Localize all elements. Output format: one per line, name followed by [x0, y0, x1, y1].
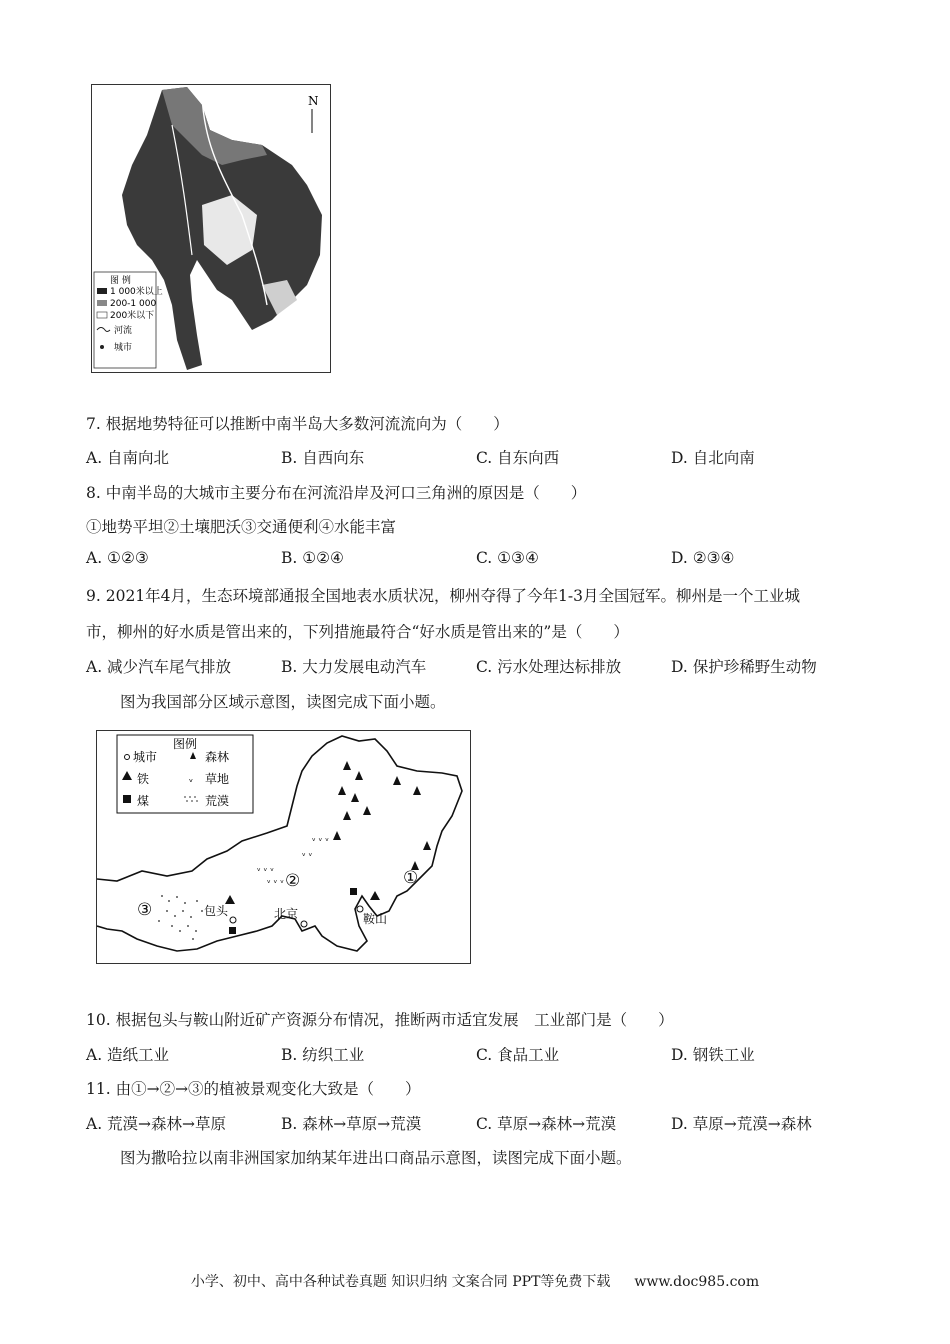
- q8-option-d[interactable]: D. ②③④: [671, 549, 735, 567]
- svg-text:ᵥ ᵥ: ᵥ ᵥ: [302, 849, 313, 859]
- iron-baotou-icon: [225, 895, 235, 904]
- beijing-city-icon: [301, 921, 307, 927]
- indochina-terrain-map: [91, 84, 331, 373]
- region-map-graphic: [97, 731, 470, 963]
- question-11-stem: 11. 由①→②→③的植被景观变化大致是（ ）: [86, 1080, 421, 1098]
- question-7-stem: 7. 根据地势特征可以推断中南半岛大多数河流流向为（ ）: [86, 415, 509, 433]
- question-9-line-2: 市，柳州的好水质是管出来的，下列措施最符合“好水质是管出来的”是（ ）: [86, 623, 629, 641]
- q7-option-b[interactable]: B. 自西向东: [281, 449, 365, 467]
- svg-text:ᵥ: ᵥ: [189, 774, 194, 785]
- q10-option-a[interactable]: A. 造纸工业: [86, 1046, 170, 1064]
- map1-legend-title: 图 例: [110, 276, 131, 286]
- q11-option-c[interactable]: C. 草原→森林→荒漠: [476, 1115, 617, 1133]
- svg-text:ᵥ ᵥ ᵥ: ᵥ ᵥ ᵥ: [312, 834, 329, 844]
- coal-anshan-icon: [350, 888, 357, 895]
- label-anshan: 鞍山: [363, 912, 388, 926]
- legend-city-2: 城市: [133, 750, 158, 764]
- label-region-1: ①: [403, 868, 419, 888]
- q11-option-a[interactable]: A. 荒漠→森林→草原: [86, 1115, 227, 1133]
- q10-option-b[interactable]: B. 纺织工业: [281, 1046, 365, 1064]
- map2-legend-title: 图例: [173, 737, 198, 751]
- desert-area: [158, 895, 203, 940]
- terrain-map-graphic: [92, 85, 330, 372]
- svg-text:ᵥ ᵥ ᵥ: ᵥ ᵥ ᵥ: [267, 876, 284, 886]
- north-china-region-map: [96, 730, 471, 964]
- legend-river: 河流: [114, 326, 133, 336]
- legend-grass: 草地: [205, 772, 230, 786]
- legend-1000: 1 000米以上: [110, 287, 163, 297]
- label-region-2: ②: [285, 871, 301, 891]
- forest-marks: [333, 761, 431, 870]
- q8-option-c[interactable]: C. ①③④: [476, 549, 539, 567]
- q9-option-c[interactable]: C. 污水处理达标排放: [476, 658, 622, 676]
- page-footer: [0, 1271, 950, 1291]
- iron-anshan-icon: [370, 891, 380, 900]
- question-8-statements: ①地势平坦②土壤肥沃③交通便利④水能丰富: [86, 518, 397, 536]
- question-10-stem: 10. 根据包头与鞍山附近矿产资源分布情况，推断两市适宜发展 工业部门是（ ）: [86, 1011, 674, 1029]
- q7-option-d[interactable]: D. 自北向南: [671, 449, 755, 467]
- intro-ghana-figure: 图为撒哈拉以南非洲国家加纳某年进出口商品示意图，读图完成下面小题。: [120, 1149, 632, 1167]
- q10-option-c[interactable]: C. 食品工业: [476, 1046, 560, 1064]
- q9-option-d[interactable]: D. 保护珍稀野生动物: [671, 658, 817, 676]
- label-baotou: 包头: [204, 904, 229, 918]
- legend-desert: 荒漠: [205, 794, 230, 808]
- svg-text:ᵥ ᵥ ᵥ: ᵥ ᵥ ᵥ: [257, 864, 274, 874]
- q8-option-b[interactable]: B. ①②④: [281, 549, 344, 567]
- legend-city: 城市: [114, 343, 133, 353]
- label-beijing: 北京: [274, 907, 299, 921]
- intro-map-2: 图为我国部分区域示意图，读图完成下面小题。: [120, 693, 446, 711]
- q8-option-a[interactable]: A. ①②③: [86, 549, 149, 567]
- label-region-3: ③: [137, 900, 153, 920]
- footer-text: 小学、初中、高中各种试卷真题 知识归纳 文案合同 PPT等免费下载: [190, 1274, 611, 1290]
- question-9-line-1: 9. 2021年4月，生态环境部通报全国地表水质状况，柳州夺得了今年1-3月全国冠军。柳州是一个工业城: [86, 587, 800, 605]
- legend-200: 200米以下: [110, 311, 155, 321]
- q7-option-c[interactable]: C. 自东向西: [476, 449, 560, 467]
- legend-200-1000: 200-1 000: [110, 299, 157, 309]
- footer-site-link[interactable]: www.doc985.com: [634, 1274, 760, 1290]
- legend-iron: 铁: [137, 772, 150, 786]
- north-label: N: [308, 94, 319, 108]
- q9-option-b[interactable]: B. 大力发展电动汽车: [281, 658, 427, 676]
- q11-option-d[interactable]: D. 草原→荒漠→森林: [671, 1115, 812, 1133]
- coal-baotou-icon: [229, 927, 236, 934]
- legend-forest: 森林: [205, 750, 230, 764]
- question-8-stem: 8. 中南半岛的大城市主要分布在河流沿岸及河口三角洲的原因是（ ）: [86, 484, 587, 502]
- q9-option-a[interactable]: A. 减少汽车尾气排放: [86, 658, 232, 676]
- baotou-city-icon: [230, 917, 236, 923]
- q7-option-a[interactable]: A. 自南向北: [86, 449, 170, 467]
- q10-option-d[interactable]: D. 钢铁工业: [671, 1046, 755, 1064]
- q11-option-b[interactable]: B. 森林→草原→荒漠: [281, 1115, 422, 1133]
- legend-coal: 煤: [137, 794, 150, 808]
